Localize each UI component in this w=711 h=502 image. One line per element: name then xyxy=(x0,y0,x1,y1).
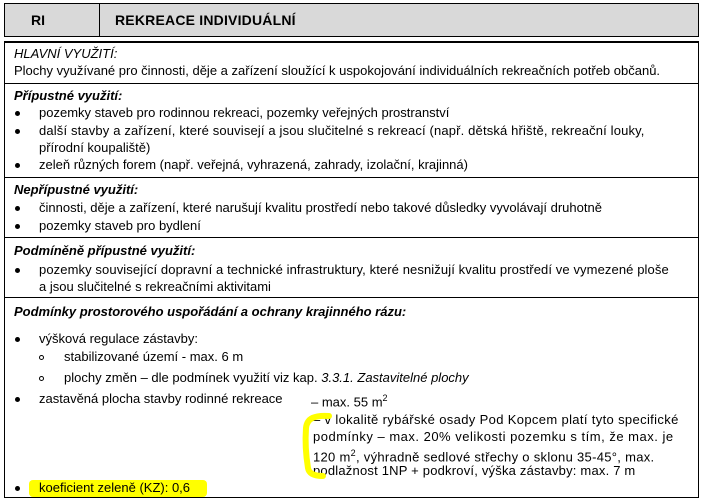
zone-code: RI xyxy=(5,4,100,36)
unit-superscript: 2 xyxy=(350,448,356,458)
list-item: činnosti, děje a zařízení, které narušují kvalitu prostředí nebo takové důsledky vyvolávají druhotně xyxy=(39,200,602,215)
height-regulation-label: výšková regulace zástavby: xyxy=(39,331,198,346)
list-item: pozemky staveb pro bydlení xyxy=(39,218,201,233)
section-conditional xyxy=(4,238,699,298)
height-changes-text: plochy změn – dle podmínek využití viz kap. xyxy=(64,370,322,385)
zone-title: REKREACE INDIVIDUÁLNÍ xyxy=(115,12,296,28)
conditions-heading: Podmínky prostorového uspořádání a ochrany krajinného rázu: xyxy=(14,304,407,319)
unit-superscript: 2 xyxy=(382,393,388,403)
main-use-text: Plochy využívané pro činnosti, děje a zařízení sloužící k uspokojování individuálních rekreačních potřeb občanů. xyxy=(14,63,661,78)
table-header xyxy=(4,3,699,37)
chapter-reference: 3.3.1. Zastavitelné plochy xyxy=(321,370,469,385)
section-conditions xyxy=(4,298,699,498)
note-area: 120 m xyxy=(313,449,351,465)
list-item: pozemky související dopravní a technické infrastruktury, které nesnižují kvalitu prostředí ve vymezené ploše xyxy=(39,262,669,277)
built-area-label: zastavěná plocha stavby rodinné rekreace xyxy=(39,391,283,406)
sub-bullet xyxy=(39,376,44,381)
conditional-heading: Podmíněně přípustné využití: xyxy=(14,243,196,258)
section-main-use xyxy=(4,41,699,84)
built-area-max: – max. 55 m xyxy=(311,394,383,410)
built-area-value xyxy=(311,390,388,410)
bullet xyxy=(15,337,20,342)
list-item: pozemky staveb pro rodinnou rekreaci, pozemky veřejných prostranství xyxy=(39,105,450,120)
section-permitted xyxy=(4,84,699,178)
height-stabilized: stabilizované území - max. 6 m xyxy=(64,349,244,364)
green-coefficient: koeficient zeleně (KZ): 0,6 xyxy=(39,480,191,495)
list-item-continuation: a jsou slučitelné s rekreačními aktivitami xyxy=(39,279,271,294)
bullet xyxy=(15,129,20,134)
list-item-continuation: přírodní koupaliště) xyxy=(39,140,151,155)
bullet xyxy=(15,268,20,273)
bullet xyxy=(15,397,20,402)
highlighter-bracket-mark xyxy=(295,410,335,482)
note-line: podmínky – max. 20% velikosti pozemku s tím, že max. je xyxy=(313,429,674,444)
bullet xyxy=(15,206,20,211)
bullet xyxy=(15,486,20,491)
note-line: podlažnost 1NP + podkroví, výška zástavby: max. 7 m xyxy=(313,463,636,478)
bullet xyxy=(15,163,20,168)
permitted-heading: Přípustné využití: xyxy=(14,88,123,103)
bullet xyxy=(15,111,20,116)
list-item: zeleň různých forem (např. veřejná, vyhrazená, zahrady, izolační, krajinná) xyxy=(39,157,468,172)
bullet xyxy=(15,224,20,229)
main-use-heading: HLAVNÍ VYUŽITÍ: xyxy=(14,46,118,61)
note-roof: , výhradně sedlové střechy o sklonu 35-45°, max. xyxy=(355,449,655,465)
height-changes xyxy=(64,369,469,386)
list-item: další stavby a zařízení, které souvisejí a jsou slučitelné s rekreací (např. dětská hřiště, rekreační louky, xyxy=(39,123,645,138)
section-forbidden xyxy=(4,178,699,238)
note-line: – v lokalitě rybářské osady Pod Kopcem platí tyto specifické xyxy=(313,412,679,427)
forbidden-heading: Nepřípustné využití: xyxy=(14,182,139,197)
sub-bullet xyxy=(39,355,44,360)
